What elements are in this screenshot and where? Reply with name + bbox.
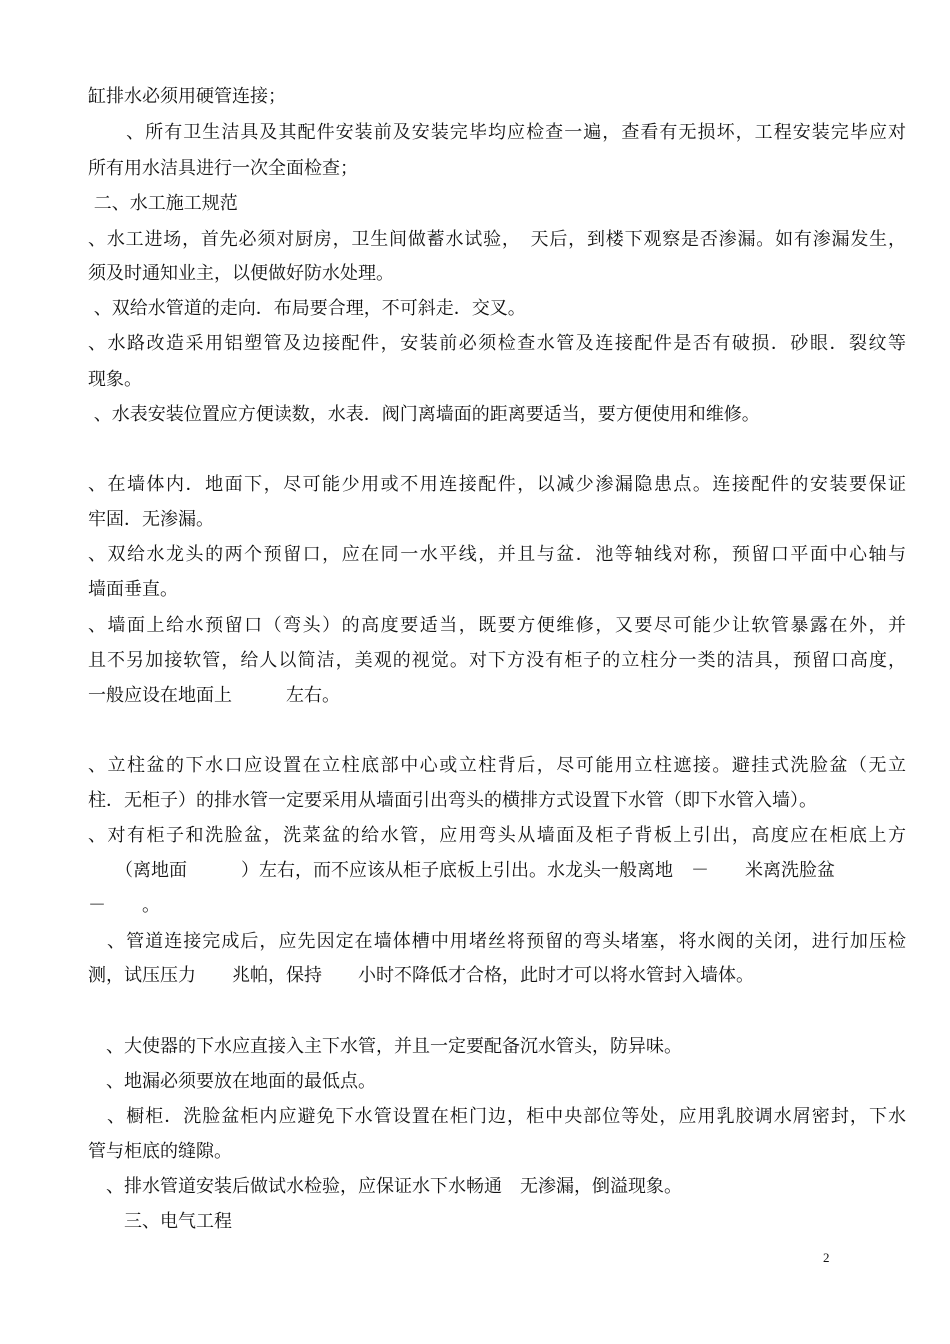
text-line: 、水路改造采用铝塑管及边接配件，安装前必须检查水管及连接配件是否有破损．砂眼．裂纹等 xyxy=(88,333,906,354)
text-line: 、排水管道安装后做试水检验，应保证水下水畅通 无渗漏，倒溢现象。 xyxy=(88,1176,682,1197)
text-line: 、水工进场，首先必须对厨房，卫生间做蓄水试验， 天后，到楼下观察是否渗漏。如有渗漏发生， xyxy=(88,229,906,250)
text-line: 、对有柜子和洗脸盆，洗菜盆的给水管，应用弯头从墙面及柜子背板上引出，高度应在柜底上方 xyxy=(88,825,906,846)
text-line: 须及时通知业主，以便做好防水处理。 xyxy=(88,263,394,284)
text-line: 管与柜底的缝隙。 xyxy=(88,1141,232,1162)
section-heading: 三、电气工程 xyxy=(88,1211,232,1232)
text-line: 缸排水必须用硬管连接； xyxy=(88,86,286,107)
text-line: 、橱柜．洗脸盆柜内应避免下水管设置在柜门边，柜中央部位等处，应用乳胶调水屑密封，下水 xyxy=(88,1106,906,1127)
text-line: 、所有卫生洁具及其配件安装前及安装完毕均应检查一遍，查看有无损坏，工程安装完毕应对 xyxy=(88,122,906,143)
text-line: 、大使器的下水应直接入主下水管，并且一定要配备沉水管头，防异味。 xyxy=(88,1036,682,1057)
section-heading: 二、水工施工规范 xyxy=(88,193,238,214)
text-line: 牢固．无渗漏。 xyxy=(88,509,214,530)
page-number: 2 xyxy=(823,1250,830,1265)
text-line: 、立柱盆的下水口应设置在立柱底部中心或立柱背后，尽可能用立柱遮接。避挂式洗脸盆（无立 xyxy=(88,755,906,776)
text-line: 墙面垂直。 xyxy=(88,579,178,600)
text-line: 且不另加接软管，给人以简洁，美观的视觉。对下方没有柜子的立柱分一类的洁具，预留口高度， xyxy=(88,650,906,671)
text-line: 、墙面上给水预留口（弯头）的高度要适当，既要方便维修，又要尽可能少让软管暴露在外，并 xyxy=(88,615,906,636)
text-line: 测，试压压力 兆帕，保持 小时不降低才合格，此时才可以将水管封入墙体。 xyxy=(88,965,754,986)
text-line: （离地面 ）左右，而不应该从柜子底板上引出。水龙头一般离地 － 米离洗脸盆 xyxy=(88,860,835,881)
text-line: 、双给水龙头的两个预留口，应在同一水平线，并且与盆．池等轴线对称，预留口平面中心轴与 xyxy=(88,544,906,565)
text-line: 、双给水管道的走向．布局要合理，不可斜走．交叉。 xyxy=(88,298,526,319)
text-line: 、管道连接完成后，应先因定在墙体槽中用堵丝将预留的弯头堵塞，将水阀的关闭，进行加压检 xyxy=(88,931,906,952)
text-line: 、水表安装位置应方便读数，水表．阀门离墙面的距离要适当，要方便使用和维修。 xyxy=(88,404,760,425)
text-line: 柱．无柜子）的排水管一定要采用从墙面引出弯头的横排方式设置下水管（即下水管入墙）。 xyxy=(88,790,817,811)
text-line: － 。 xyxy=(88,895,160,916)
text-line: 、在墙体内．地面下，尽可能少用或不用连接配件，以减少渗漏隐患点。连接配件的安装要保证 xyxy=(88,474,906,495)
text-line: 所有用水洁具进行一次全面检查； xyxy=(88,158,358,179)
text-line: 一般应设在地面上 左右。 xyxy=(88,685,340,706)
text-line: 、地漏必须要放在地面的最低点。 xyxy=(88,1071,376,1092)
text-line: 现象。 xyxy=(88,369,142,390)
